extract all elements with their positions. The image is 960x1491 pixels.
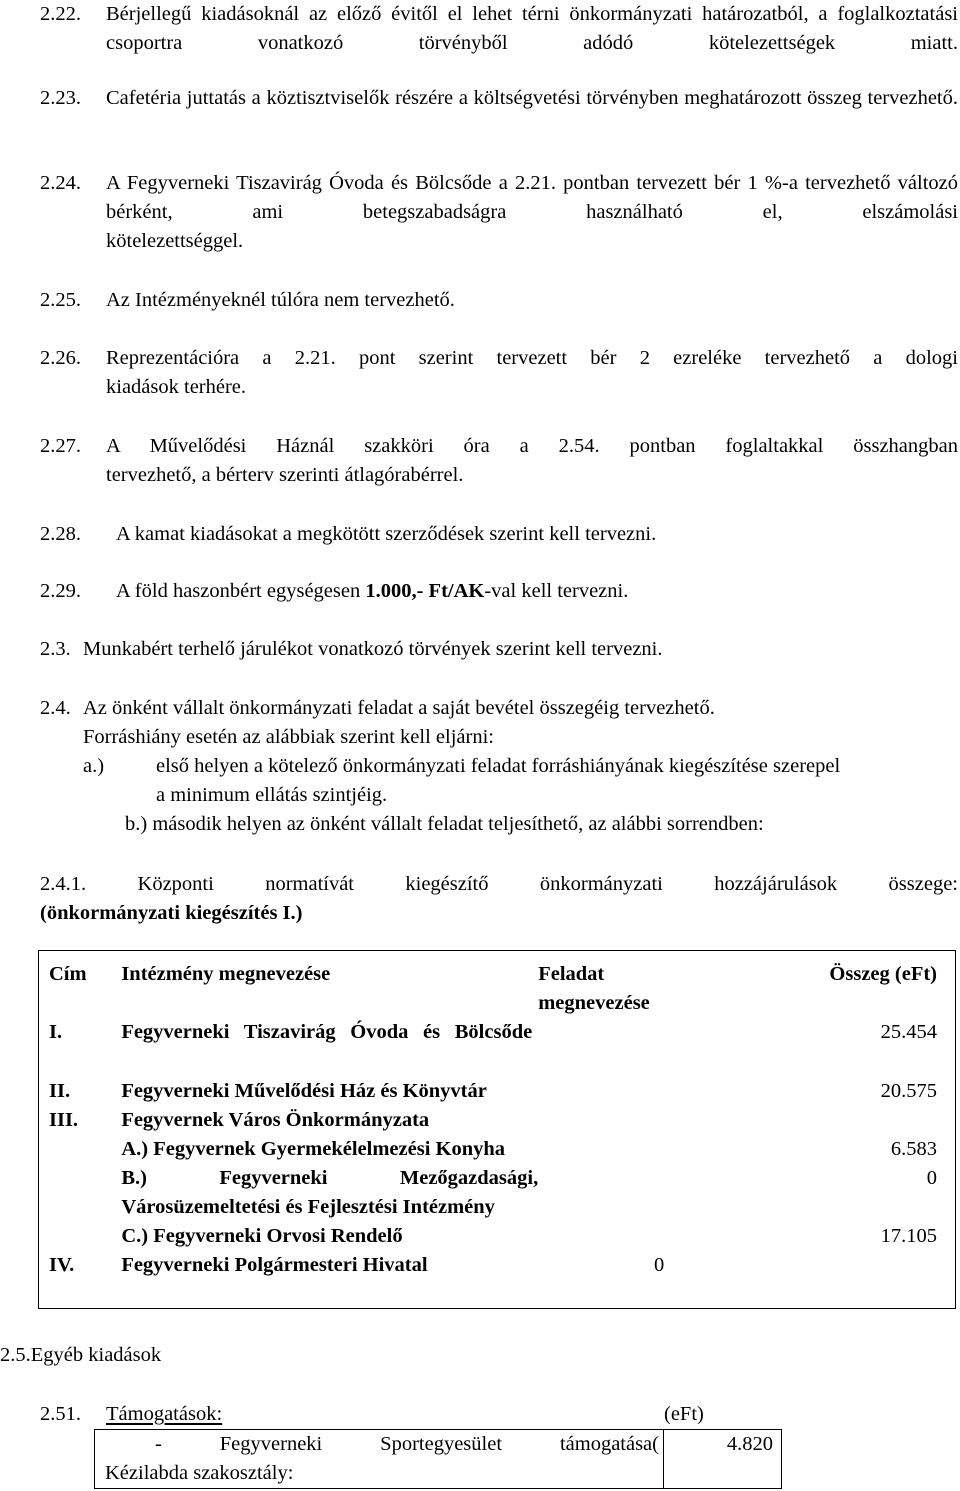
paragraph-text: Bérjellegű kiadásoknál az előző évitől el lehet térni önkormányzati határozatból, a foglalkoztatási csoportra vonatkozó törvényből adódó kötelezettségek miatt. <box>106 3 958 54</box>
paragraph-text: A kamat kiadásokat a megkötött szerződések szerint kell tervezni. <box>116 523 657 545</box>
paragraph-number: 2.27. <box>40 435 81 457</box>
table-row: - Fegyverneki Sportegyesület támogatása( Kézilabda szakosztály: 4.820 <box>95 1430 782 1489</box>
paragraph-number: 2.25. <box>40 289 81 311</box>
paragraph-text: Cafetéria juttatás a köztisztviselők részére a költségvetési törvényben meghatározott összeg tervezhető. <box>106 87 958 109</box>
paragraph-number: 2.29. <box>40 580 81 602</box>
header-amount: Összeg (eFt) <box>829 963 937 985</box>
paragraph-2-4-1 <box>40 870 958 928</box>
section-heading: 2.5.Egyéb kiadások <box>0 1344 162 1366</box>
table-row: I. Fegyverneki Tiszavirág Óvoda és Bölcsőde 25.454 <box>49 1021 937 1043</box>
list-item-b: b.) második helyen az önként vállalt feladat teljesíthető, az alábbi sorrendben: <box>125 813 764 835</box>
paragraph-text: Az önként vállalt önkormányzati feladat a saját bevétel összegéig tervezhető. Forráshiány esetén az alábbiak szerint kell eljárni: a.) első helyen a kötelező önkormányzati feladat forráshiányának kiegészítése szerepel a minimum ellátás szintjéig. b.) második helyen az önként vállalt feladat teljesíthető, az alábbi sorrendben: <box>83 694 958 839</box>
table-row: II. Fegyverneki Művelődési Ház és Könyvtár 20.575 <box>49 1080 937 1102</box>
header-name: Intézmény megnevezése <box>121 963 331 985</box>
paragraph-bold-line: (önkormányzati kiegészítés I.) <box>40 902 303 924</box>
paragraph-text: A Művelődési Háznál szakköri óra a 2.54. pontban foglaltakkal összhangban tervezhető, a bérterv szerinti átlagórabérrel. <box>106 435 958 486</box>
table-header-row <box>39 951 956 1019</box>
paragraph-text: A Fegyverneki Tiszavirág Óvoda és Bölcsőde a 2.21. pontban tervezett bér 1 %-a tervezhető változó bérként, ami betegszabadságra használható el, elszámolási kötelezettséggel. <box>106 172 958 252</box>
paragraph-number: 2.26. <box>40 347 81 369</box>
table-row: IV. Fegyverneki Polgármesteri Hivatal 0 <box>49 1254 665 1276</box>
paragraph-number: 2.3. <box>40 638 71 660</box>
paragraph-number: 2.23. <box>40 87 81 109</box>
paragraph-number: 2.24. <box>40 172 81 194</box>
paragraph-number: 2.4. <box>40 697 71 719</box>
unit-label: (eFt) <box>664 1403 704 1425</box>
table-row: III. Fegyvernek Város Önkormányzata A.) Fegyvernek Gyermekélelmezési Konyha B.) Fegyverneki Mezőgazdasági, Városüzemeltetési és Fejlesztési Intézmény C.) Fegyverneki Orvosi Rendelő 6.583 0 17.105 <box>49 1109 937 1247</box>
paragraph-text: A föld haszonbért egységesen 1.000,- Ft/AK-val kell tervezni. <box>116 580 629 602</box>
support-table <box>94 1429 782 1489</box>
section-2-5 <box>0 1341 161 1370</box>
institution-table <box>38 950 956 1309</box>
section-label: Támogatások: <box>106 1403 223 1425</box>
paragraph-text: Az Intézményeknél túlóra nem tervezhető. <box>106 289 455 311</box>
paragraph-text: Munkabért terhelő járulékot vonatkozó törvények szerint kell tervezni. <box>83 638 663 660</box>
section-2-51: 2.51. Támogatások: (eFt) <box>40 1400 760 1429</box>
header-task: Feladat megnevezése <box>538 963 650 1014</box>
paragraph-text: 2.4.1. Központi normatívát kiegészítő önkormányzati hozzájárulások összege: <box>40 873 959 895</box>
paragraph-number: 2.28. <box>40 523 81 545</box>
paragraph-number: 2.22. <box>40 3 81 25</box>
paragraph-text: Reprezentációra a 2.21. pont szerint tervezett bér 2 ezreléke tervezhető a dologi kiadások terhére. <box>106 347 958 398</box>
header-cim: Cím <box>49 963 87 985</box>
list-item-a: a.) első helyen a kötelező önkormányzati feladat forráshiányának kiegészítése szerepel a minimum ellátás szintjéig. <box>83 755 841 806</box>
